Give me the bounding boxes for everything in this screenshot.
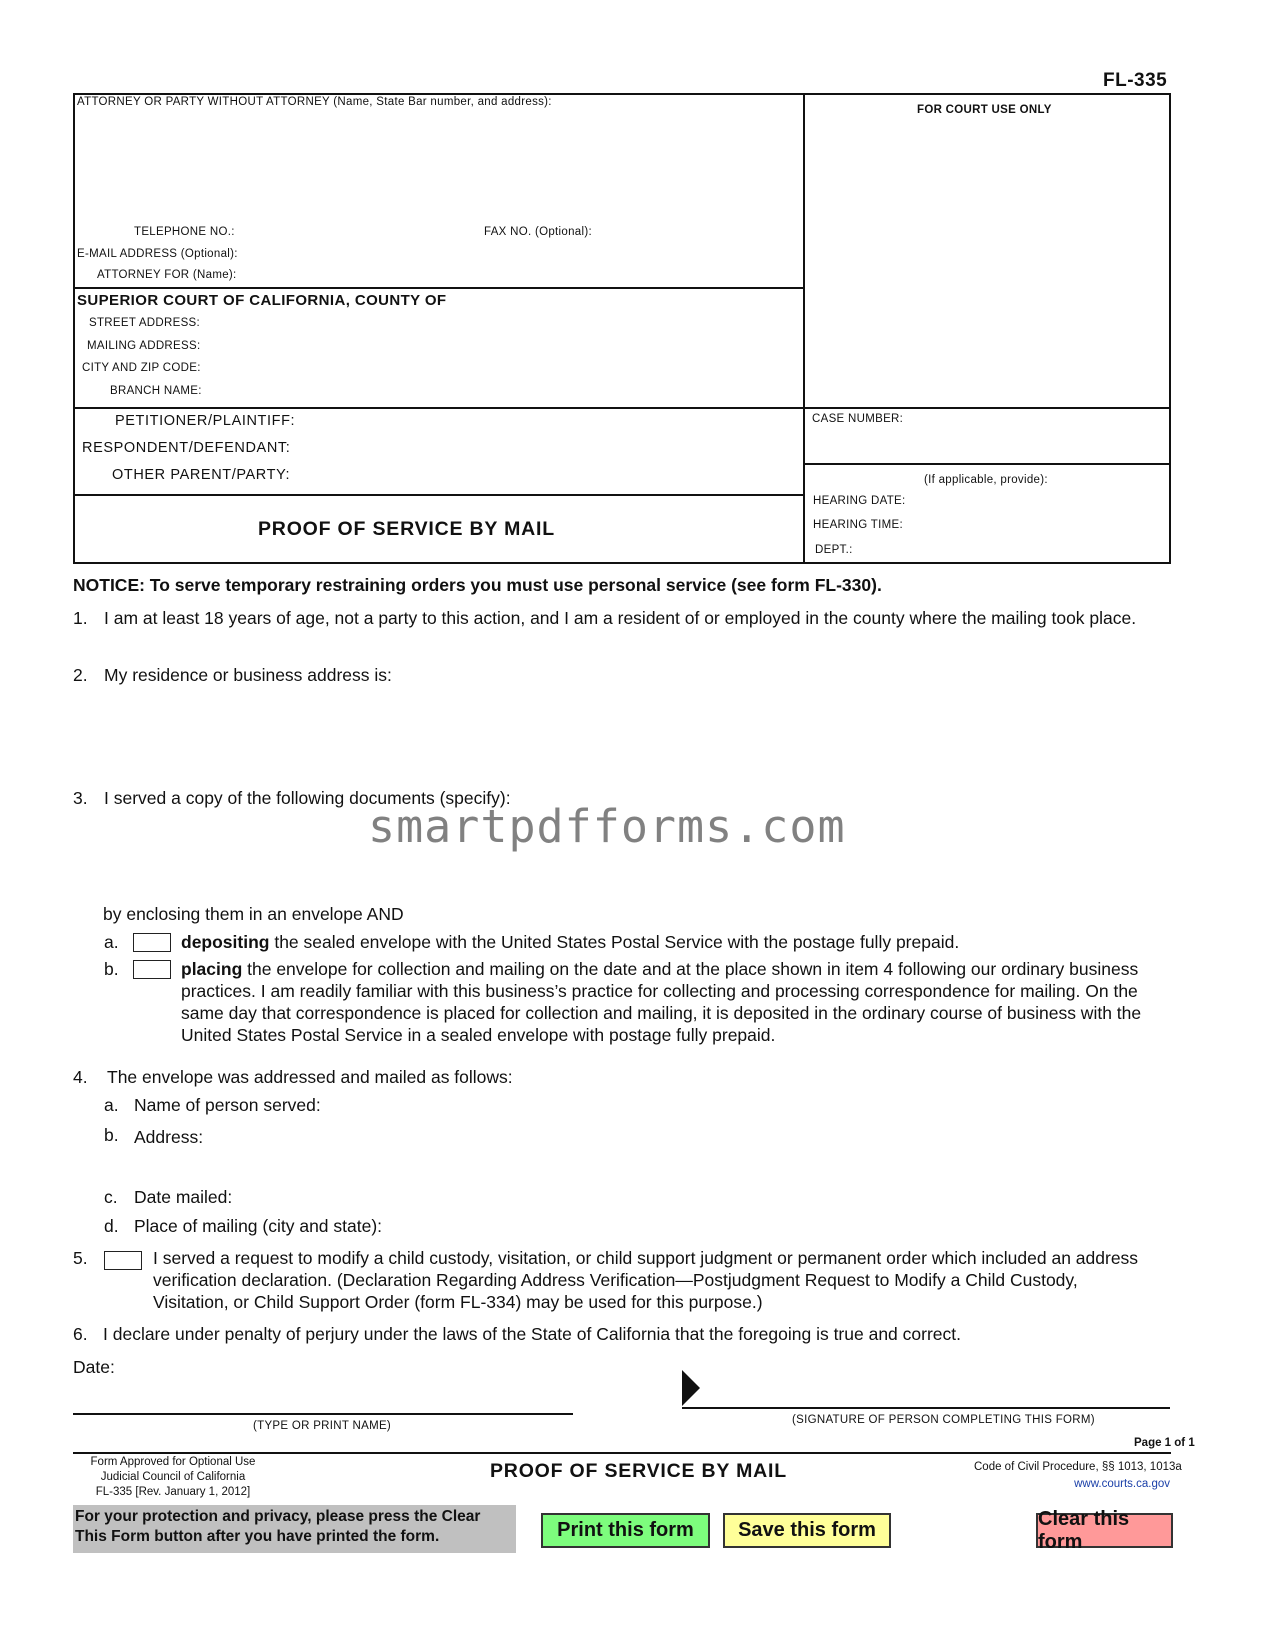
print-name-label: (TYPE OR PRINT NAME) [253, 1420, 392, 1432]
item-4b-text: Address: [134, 1127, 204, 1147]
petitioner-label: PETITIONER/PLAINTIFF: [115, 413, 296, 429]
item-3b-letter: b. [104, 959, 119, 979]
clear-form-button[interactable]: Clear this form [1036, 1513, 1173, 1548]
approved-block [82, 1455, 264, 1500]
mailing-address-label: MAILING ADDRESS: [87, 340, 201, 352]
footer-rule [73, 1452, 1171, 1454]
item-2-text: My residence or business address is: [104, 665, 392, 685]
approved-line-2: Judicial Council of California [100, 1471, 246, 1483]
header-vertical-divider [803, 93, 805, 563]
email-label: E-MAIL ADDRESS (Optional): [77, 248, 238, 260]
save-form-button[interactable]: Save this form [723, 1513, 891, 1548]
placing-checkbox[interactable] [133, 960, 171, 979]
item-4b-letter: b. [104, 1125, 119, 1145]
page-indicator: Page 1 of 1 [1134, 1437, 1195, 1449]
item-3b-rest: the envelope for collection and mailing on the date and at the place shown in item 4 following our ordinary business practices. I am readily familiar with this business’s practice for collecting and processing correspondence for mailing. On the same day that correspondence is placed for collection and mailing, it is deposited in the ordinary course of business with the United States Postal Service in a sealed envelope with postage fully prepaid. [181, 959, 1142, 1045]
attorney-court-divider [73, 287, 804, 289]
item-3b-bold: placing [181, 959, 243, 979]
item-4a-text: Name of person served: [134, 1095, 321, 1115]
parties-title-divider [73, 494, 804, 496]
header-top-border [73, 93, 1170, 95]
item-4d-letter: d. [104, 1216, 119, 1236]
court-parties-divider [73, 407, 1171, 409]
depositing-checkbox[interactable] [133, 933, 171, 952]
privacy-line-2: This Form button after you have printed the form. [75, 1528, 440, 1545]
item-6-number: 6. [73, 1324, 88, 1344]
attorney-label: ATTORNEY OR PARTY WITHOUT ATTORNEY (Name, State Bar number, and address): [77, 96, 552, 108]
fax-label: FAX NO. (Optional): [484, 226, 592, 238]
print-form-button[interactable]: Print this form [541, 1513, 710, 1548]
city-zip-label: CITY AND ZIP CODE: [82, 362, 201, 374]
attorney-for-label: ATTORNEY FOR (Name): [97, 269, 237, 281]
header-bottom-border [73, 562, 1171, 564]
approved-line-3: FL-335 [Rev. January 1, 2012] [95, 1486, 251, 1498]
item-3-number: 3. [73, 788, 88, 808]
date-label: Date: [73, 1357, 115, 1377]
court-use-label: FOR COURT USE ONLY [917, 104, 1052, 116]
item-4-text: The envelope was addressed and mailed as follows: [107, 1067, 513, 1087]
hearing-time-label: HEARING TIME: [813, 519, 903, 531]
respondent-label: RESPONDENT/DEFENDANT: [82, 440, 291, 456]
print-name-line [73, 1413, 573, 1415]
street-address-label: STREET ADDRESS: [89, 317, 201, 329]
other-parent-label: OTHER PARENT/PARTY: [112, 467, 291, 483]
item-1-text: I am at least 18 years of age, not a party to this action, and I am a resident of or employed in the county where the mailing took place. [104, 608, 1137, 628]
item-5-number: 5. [73, 1248, 88, 1268]
notice: NOTICE: To serve temporary restraining orders you must use personal service (see form FL-330). [73, 575, 882, 595]
item-3a-letter: a. [104, 932, 119, 952]
item-2-number: 2. [73, 665, 88, 685]
item-3a-text [181, 931, 959, 953]
item-4d-text: Place of mailing (city and state): [134, 1216, 383, 1236]
privacy-notice [73, 1505, 516, 1553]
item-3b-text [181, 958, 1176, 1046]
courts-website-link[interactable]: www.courts.ca.gov [1074, 1478, 1170, 1490]
address-verification-checkbox[interactable] [104, 1251, 142, 1270]
header-right-border [1169, 93, 1171, 563]
case-number-label: CASE NUMBER: [812, 413, 904, 425]
form-number: FL-335 [1103, 70, 1168, 91]
branch-name-label: BRANCH NAME: [110, 385, 202, 397]
privacy-line-1: For your protection and privacy, please press the Clear [75, 1508, 481, 1525]
approved-line-1: Form Approved for Optional Use [90, 1456, 256, 1468]
item-4c-letter: c. [104, 1187, 118, 1207]
item-6-text: I declare under penalty of perjury under the laws of the State of California that the foregoing is true and correct. [103, 1324, 961, 1344]
watermark: smartpdfforms.com [368, 800, 846, 853]
item-3-text: I served a copy of the following documents (specify): [104, 788, 511, 808]
item-5-text: I served a request to modify a child custody, visitation, or child support judgment or permanent order which included an address verification declaration. (Declaration Regarding Address Verification—Postjudgment Request to Modify a Child Custody, Visitation, or Child Support Order (form FL-334) may be used for this purpose.) [153, 1248, 1139, 1312]
item-4c-text: Date mailed: [134, 1187, 233, 1207]
form-title: PROOF OF SERVICE BY MAIL [258, 518, 555, 540]
signature-label: (SIGNATURE OF PERSON COMPLETING THIS FORM) [792, 1414, 1095, 1426]
item-1-number: 1. [73, 608, 88, 628]
telephone-label: TELEPHONE NO.: [134, 226, 235, 238]
dept-label: DEPT.: [815, 544, 853, 556]
item-3-enclosing-text: by enclosing them in an envelope AND [103, 904, 404, 924]
signature-arrow-icon [682, 1370, 700, 1406]
case-hearing-divider [803, 463, 1170, 465]
signature-line [682, 1407, 1170, 1409]
code-citation: Code of Civil Procedure, §§ 1013, 1013a [974, 1461, 1182, 1473]
item-3a-rest: the sealed envelope with the United States Postal Service with the postage fully prepaid. [269, 932, 960, 952]
item-4a-letter: a. [104, 1095, 119, 1115]
footer-title: PROOF OF SERVICE BY MAIL [490, 1460, 787, 1482]
court-title: SUPERIOR COURT OF CALIFORNIA, COUNTY OF [77, 292, 447, 309]
header-left-border [73, 93, 75, 563]
hearing-date-label: HEARING DATE: [813, 495, 906, 507]
item-3a-bold: depositing [181, 932, 270, 952]
item-4-number: 4. [73, 1067, 88, 1087]
if-applicable-label: (If applicable, provide): [924, 474, 1048, 486]
